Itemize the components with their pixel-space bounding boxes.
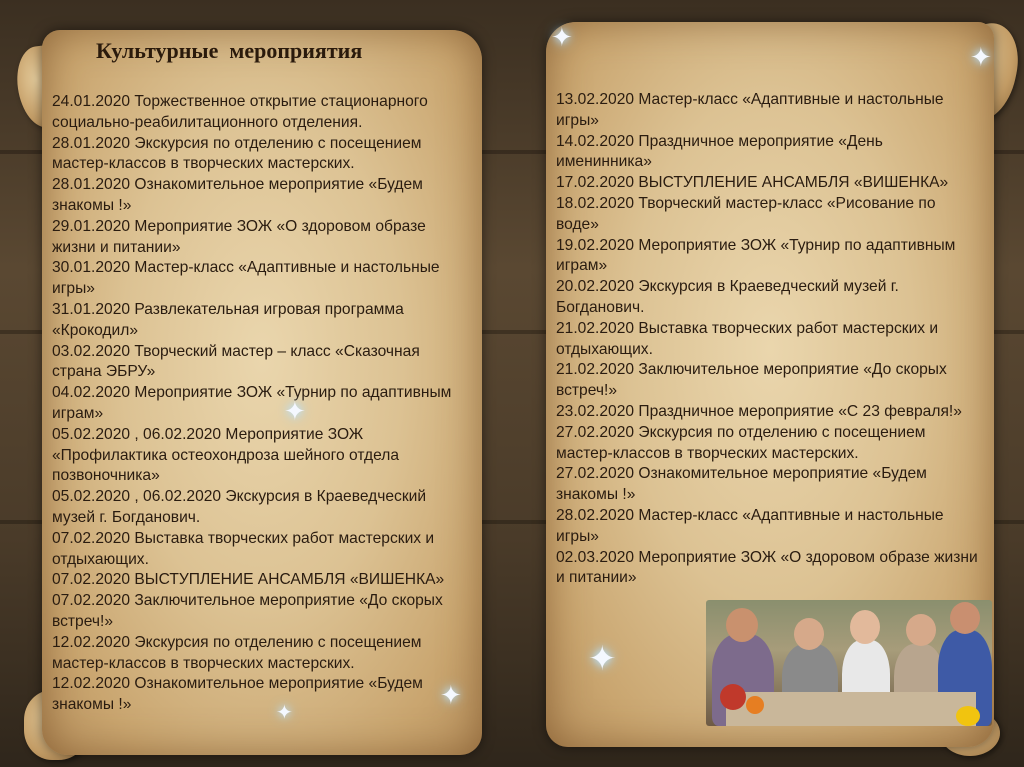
event-item: 07.02.2020 Выставка творческих работ мастерских и отдыхающих. [52,529,435,568]
event-item: 19.02.2020 Мероприятие ЗОЖ «Турнир по адаптивным играм» [556,236,956,275]
photo-flowers [746,696,764,714]
event-item: 28.01.2020 Экскурсия по отделению с посещением мастер-классов в творческих мастерских. [52,134,422,173]
event-item: 03.02.2020 Творческий мастер – класс «Сказочная страна ЭБРУ» [52,342,420,381]
event-photo [706,600,992,726]
event-item: 12.02.2020 Экскурсия по отделению с посещением мастер-классов в творческих мастерских. [52,633,422,672]
sparkle-icon: ✦ [588,640,617,678]
photo-head [950,602,980,634]
event-item: 28.01.2020 Ознакомительное мероприятие «Будем знакомы !» [52,176,423,214]
event-item: 04.02.2020 Мероприятие ЗОЖ «Турнир по адаптивным играм» [52,384,452,422]
event-item: 27.02.2020 Ознакомительное мероприятие «Будем знакомы !» [556,465,927,504]
event-item: 21.02.2020 Заключительное мероприятие «До скорых встреч!» [556,361,947,400]
event-item: 29.01.2020 Мероприятие ЗОЖ «О здоровом образе жизни и питании» [52,217,426,256]
event-item: 18.02.2020 Творческий мастер-класс «Рисование по воде» [556,194,936,233]
event-item: 23.02.2020 Праздничное мероприятие «С 23 февраля!» [556,402,962,420]
photo-table [726,692,976,726]
event-item: 30.01.2020 Мастер-класс «Адаптивные и настольные игры» [52,259,440,298]
events-list-left [52,92,472,716]
photo-head [850,610,880,644]
sparkle-icon: ✦ [970,42,992,72]
event-item: 13.02.2020 Мастер-класс «Адаптивные и настольные игры» [556,91,944,129]
event-item: 05.02.2020 , 06.02.2020 Мероприятие ЗОЖ «Профилактика остеохондроза шейного отдела позвоночника» [52,425,399,485]
photo-flowers [720,684,746,710]
event-item: 31.01.2020 Развлекательная игровая программа «Крокодил» [52,300,404,339]
photo-head [906,614,936,646]
event-item: 05.02.2020 , 06.02.2020 Экскурсия в Краеведческий музей г. Богданович. [52,488,427,526]
event-item: 27.02.2020 Экскурсия по отделению с посещением мастер-классов в творческих мастерских. [556,423,926,462]
event-item: 12.02.2020 Ознакомительное мероприятие «Будем знакомы !» [52,675,423,714]
event-item: 24.01.2020 Торжественное открытие стационарного социально-реабилитационного отделения. [52,93,428,131]
event-item: 17.02.2020 ВЫСТУПЛЕНИЕ АНСАМБЛЯ «ВИШЕНКА» [556,174,949,192]
photo-head [794,618,824,650]
event-item: 14.02.2020 Праздничное мероприятие «День именинника» [556,132,883,171]
event-item: 28.02.2020 Мастер-класс «Адаптивные и настольные игры» [556,506,944,545]
sparkle-icon: ✦ [276,702,293,724]
page-title: Культурные мероприятия [96,38,363,63]
photo-flowers [956,706,980,726]
sparkle-icon: ✦ [440,680,462,710]
sparkle-icon: ✦ [284,396,306,426]
event-item: 21.02.2020 Выставка творческих работ мастерских и отдыхающих. [556,319,939,358]
event-item: 02.03.2020 Мероприятие ЗОЖ «О здоровом образе жизни и питании» [556,548,978,587]
event-item: 07.02.2020 Заключительное мероприятие «До скорых встреч!» [52,592,443,630]
event-item: 20.02.2020 Экскурсия в Краеведческий музей г. Богданович. [556,278,899,316]
sparkle-icon: ✦ [551,22,573,52]
event-item: 07.02.2020 ВЫСТУПЛЕНИЕ АНСАМБЛЯ «ВИШЕНКА» [52,571,445,589]
events-list-right [556,90,980,589]
photo-head [726,608,758,642]
